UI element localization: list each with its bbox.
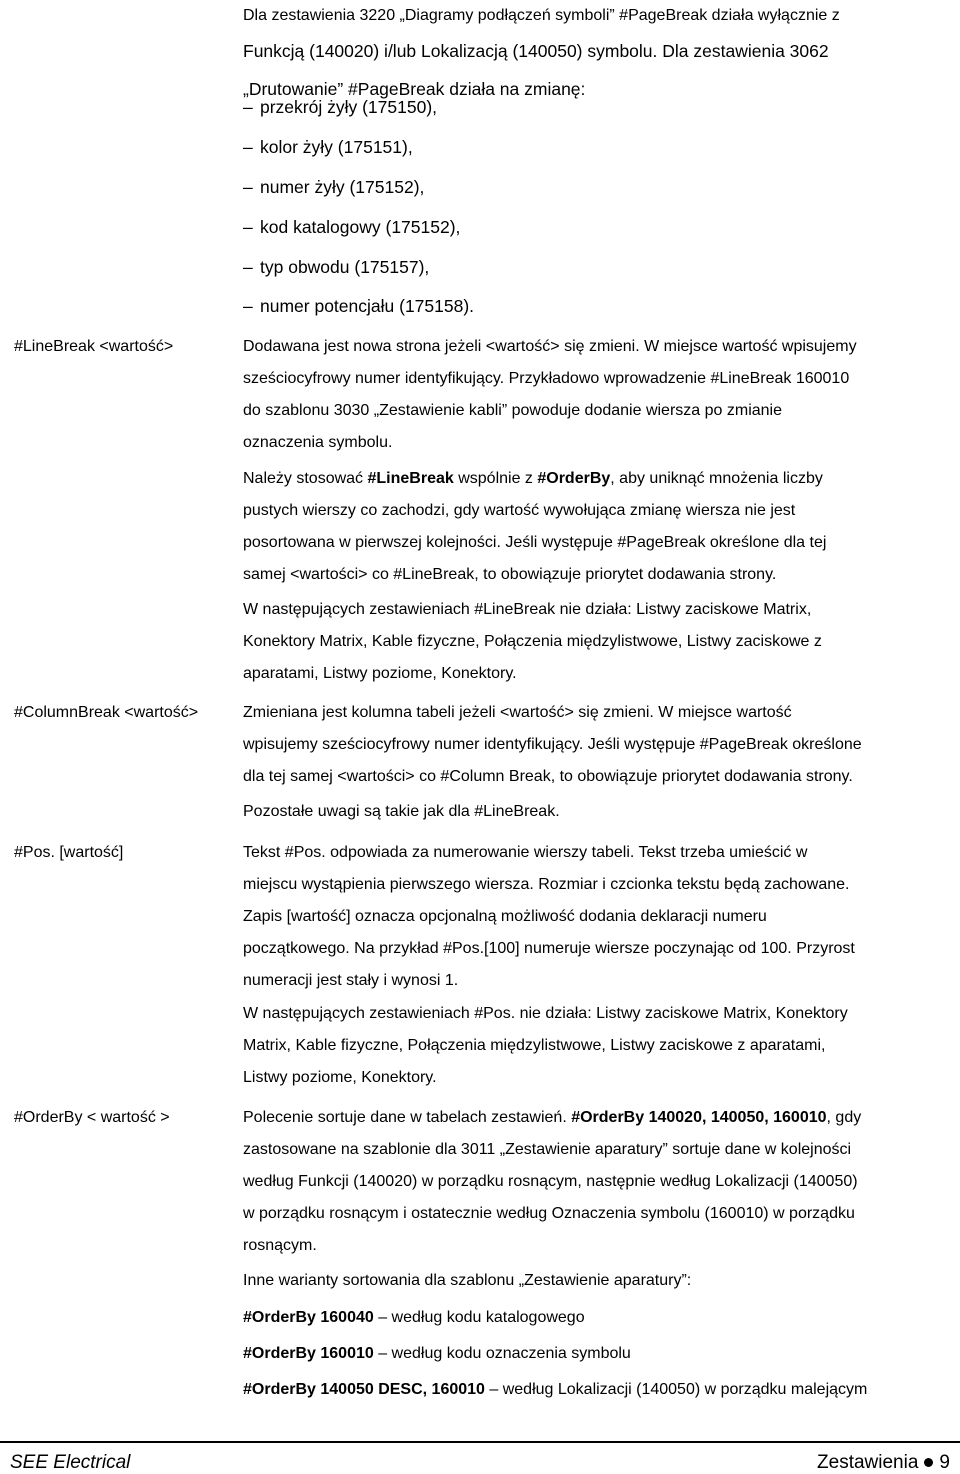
text-line: według Funkcji (140020) w porządku rosnącym, następnie według Lokalizacji (140050) [243, 1173, 858, 1190]
columnbreak-description [243, 697, 955, 793]
list-item: #OrderBy 160010 – według kodu oznaczenia symbolu [243, 1345, 631, 1362]
text-line: Matrix, Kable fizyczne, Połączenia międzylistwowe, Listwy zaciskowe z aparatami, [243, 1037, 826, 1054]
list-item: – przekrój żyły (175150), [243, 97, 438, 117]
list-item: – numer żyły (175152), [243, 177, 425, 197]
text-line: Listwy poziome, Konektory. [243, 1069, 437, 1086]
text-line: Zapis [wartość] oznacza opcjonalną możliwość dodania deklaracji numeru [243, 908, 767, 925]
pos-exclusions [243, 998, 955, 1094]
text-line: Inne warianty sortowania dla szablonu „Zestawienie aparatury”: [243, 1272, 692, 1289]
list-item: – kolor żyły (175151), [243, 137, 413, 157]
text-line: Tekst #Pos. odpowiada za numerowanie wierszy tabeli. Tekst trzeba umieścić w [243, 844, 808, 861]
text-line: sześciocyfrowy numer identyfikujący. Przykładowo wprowadzenie #LineBreak 160010 [243, 370, 850, 387]
text-line: aparatami, Listwy poziome, Konektory. [243, 665, 517, 682]
page-number: 9 [939, 1452, 950, 1473]
text-line: posortowana w pierwszej kolejności. Jeśli występuje #PageBreak określone dla tej [243, 534, 827, 551]
linebreak-exclusions [243, 594, 955, 690]
text-line: Polecenie sortuje dane w tabelach zestawień. #OrderBy 140020, 140050, 160010, gdy [243, 1109, 862, 1126]
text-line: „Drutowanie” #PageBreak działa na zmianę: [243, 79, 586, 99]
text-line: wpisujemy sześciocyfrowy numer identyfikujący. Jeśli występuje #PageBreak określone [243, 736, 862, 753]
footer-section [817, 1452, 950, 1474]
text-line: numeracji jest stały i wynosi 1. [243, 972, 459, 989]
term-linebreak: #LineBreak <wartość> [14, 338, 174, 355]
list-item: – kod katalogowy (175152), [243, 217, 461, 237]
list-item: #OrderBy 160040 – według kodu katalogowego [243, 1309, 585, 1326]
text-line: w porządku rosnącym i ostatecznie według Oznaczenia symbolu (160010) w porządku [243, 1205, 855, 1222]
intro-paragraph [243, 0, 955, 108]
term-orderby: #OrderBy < wartość > [14, 1109, 170, 1126]
text-line: rosnącym. [243, 1237, 317, 1254]
linebreak-description [243, 331, 955, 459]
footer-product-name: SEE Electrical [10, 1452, 131, 1473]
text-line: oznaczenia symbolu. [243, 434, 393, 451]
orderby-variants-intro [243, 1265, 955, 1297]
text-line: zastosowane na szablonie dla 3011 „Zestawienie aparatury” sortuje dane w kolejności [243, 1141, 852, 1158]
orderby-variants [243, 1300, 955, 1408]
text-line: do szablonu 3030 „Zestawienie kabli” powoduje dodanie wiersza po zmianie [243, 402, 782, 419]
text-line: dla tej samej <wartości> co #Column Break, to obowiązuje priorytet dodawania strony. [243, 768, 853, 785]
text-line: samej <wartości> co #LineBreak, to obowiązuje priorytet dodawania strony. [243, 566, 777, 583]
list-item: – typ obwodu (175157), [243, 257, 430, 277]
footer-divider [0, 1441, 960, 1443]
text-line: początkowego. Na przykład #Pos.[100] numeruje wiersze poczynając od 100. Przyrost [243, 940, 855, 957]
text-line: Konektory Matrix, Kable fizyczne, Połączenia międzylistwowe, Listwy zaciskowe z [243, 633, 822, 650]
footer-section-title: Zestawienia [817, 1452, 919, 1473]
term-pos: #Pos. [wartość] [14, 844, 124, 861]
linebreak-usage-note [243, 463, 955, 591]
text-line: miejscu wystąpienia pierwszego wiersza. Rozmiar i czcionka tekstu będą zachowane. [243, 876, 850, 893]
text-line: Dodawana jest nowa strona jeżeli <wartość> się zmieni. W miejsce wartość wpisujemy [243, 338, 857, 355]
text-line: W następujących zestawieniach #LineBreak nie działa: Listwy zaciskowe Matrix, [243, 601, 812, 618]
text-line: pustych wierszy co zachodzi, gdy wartość wywołująca zmianę wiersza nie jest [243, 502, 796, 519]
bullet-dot-icon [924, 1458, 933, 1467]
text-line: Funkcją (140020) i/lub Lokalizacją (140050) symbolu. Dla zestawienia 3062 [243, 41, 829, 61]
text-line: W następujących zestawieniach #Pos. nie działa: Listwy zaciskowe Matrix, Konektory [243, 1005, 848, 1022]
text-line: Dla zestawienia 3220 „Diagramy podłączeń symboli” #PageBreak działa wyłącznie z [243, 7, 840, 24]
list-item: – numer potencjału (175158). [243, 296, 475, 316]
text-line: Należy stosować #LineBreak wspólnie z #OrderBy, aby uniknąć mnożenia liczby [243, 470, 823, 487]
list-item: #OrderBy 140050 DESC, 160010 – według Lokalizacji (140050) w porządku malejącym [243, 1381, 868, 1398]
term-columnbreak: #ColumnBreak <wartość> [14, 704, 199, 721]
pos-description [243, 837, 955, 997]
text-line: Zmieniana jest kolumna tabeli jeżeli <wartość> się zmieni. W miejsce wartość [243, 704, 792, 721]
orderby-description [243, 1102, 955, 1262]
columnbreak-note [243, 796, 955, 828]
text-line: Pozostałe uwagi są takie jak dla #LineBreak. [243, 803, 560, 820]
